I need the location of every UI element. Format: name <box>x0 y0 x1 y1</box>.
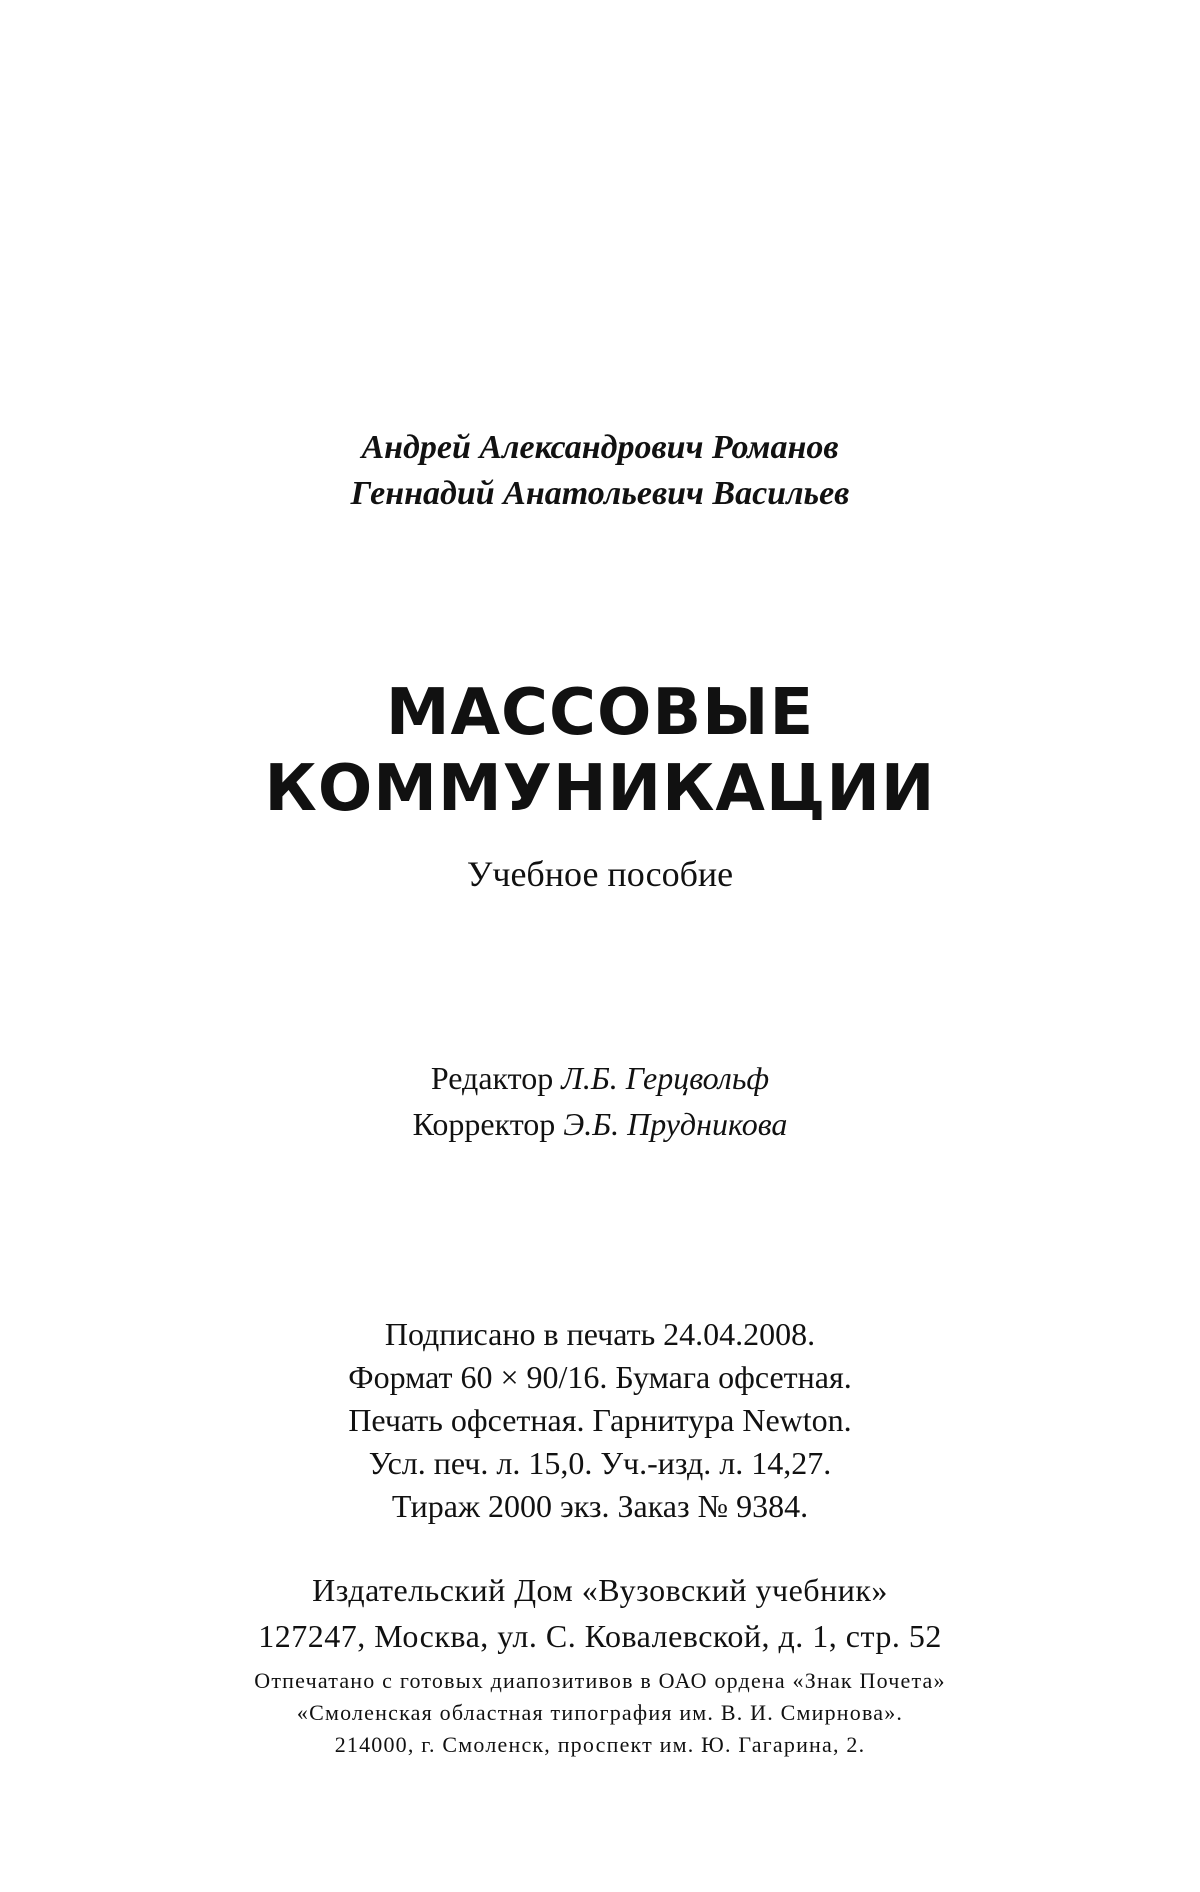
publisher-name: Издательский Дом «Вузовский учебник» <box>312 1572 888 1608</box>
print-info-line: Подписано в печать 24.04.2008. <box>384 1316 816 1352</box>
book-title-line: КОММУНИКАЦИИ <box>264 752 936 826</box>
print-info-line: Формат 60 × 90/16. Бумага офсетная. <box>348 1359 852 1395</box>
publisher-block <box>0 1567 1200 1659</box>
print-info-line: Усл. печ. л. 15,0. Уч.-изд. л. 14,27. <box>368 1445 832 1481</box>
printer-line: «Смоленская областная типография им. В. И. Смирнова». <box>296 1700 904 1725</box>
editor-name: Л.Б. Герцвольф <box>561 1060 770 1096</box>
print-info-line: Печать офсетная. Гарнитура Newton. <box>348 1402 852 1438</box>
printer-line: Отпечатано с готовых диапозитивов в ОАО ордена «Знак Почета» <box>254 1668 946 1693</box>
book-subtitle: Учебное пособие <box>466 854 734 894</box>
editor-role: Редактор <box>430 1060 554 1096</box>
publisher-address: 127247, Москва, ул. С. Ковалевской, д. 1, стр. 52 <box>258 1618 942 1654</box>
print-info-block <box>0 1313 1200 1528</box>
authors-block <box>0 425 1200 517</box>
editors-block <box>0 1055 1200 1147</box>
proofreader-name: Э.Б. Прудникова <box>563 1106 788 1142</box>
book-title-line: МАССОВЫЕ <box>385 676 815 750</box>
author-name: Андрей Александрович Романов <box>361 429 839 466</box>
author-name: Геннадий Анатольевич Васильев <box>350 475 850 512</box>
proofreader-role: Корректор <box>412 1106 556 1142</box>
printer-line: 214000, г. Смоленск, проспект им. Ю. Гагарина, 2. <box>334 1732 866 1757</box>
editor-line <box>0 1055 1200 1101</box>
book-title <box>0 675 1200 827</box>
proofreader-line <box>0 1101 1200 1147</box>
printer-block <box>0 1665 1200 1761</box>
print-info-line: Тираж 2000 экз. Заказ № 9384. <box>391 1488 809 1524</box>
